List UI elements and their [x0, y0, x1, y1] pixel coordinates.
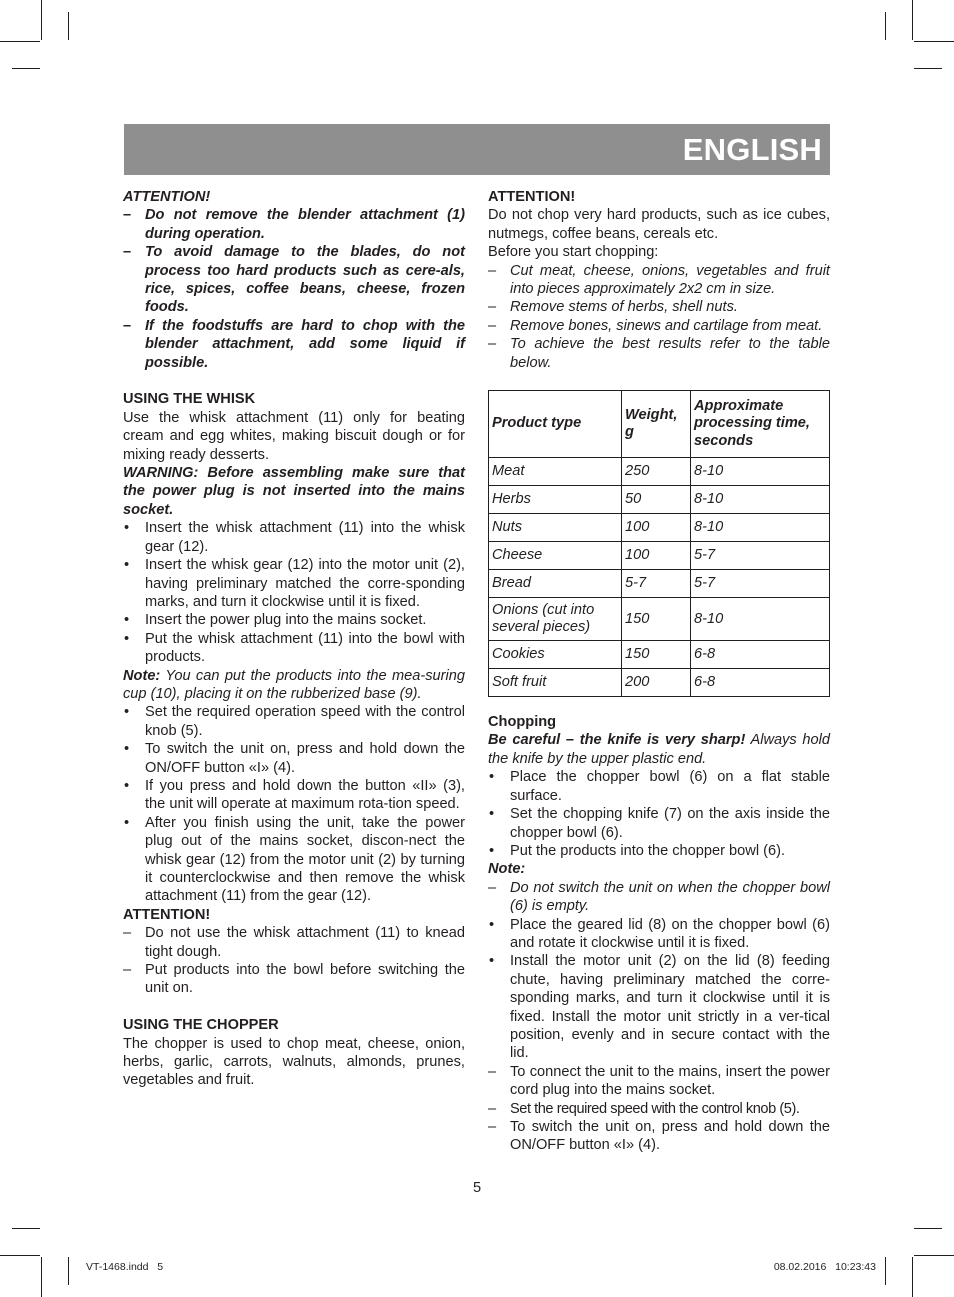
whisk-attention-list	[123, 924, 465, 998]
crop-mark	[912, 0, 913, 40]
table-cell: 8-10	[691, 486, 830, 514]
list-item: – To achieve the best results refer to the table below.	[488, 335, 830, 372]
table-cell: Soft fruit	[489, 669, 622, 697]
table-header: Approximate processing time, seconds	[691, 391, 830, 458]
crop-mark	[914, 41, 954, 42]
crop-mark	[41, 1257, 42, 1297]
list-item: – Put products into the bowl before switching the unit on.	[123, 961, 465, 998]
table-row	[489, 542, 830, 570]
table-row	[489, 598, 830, 641]
knife-warning	[488, 731, 830, 768]
table-cell: 150	[622, 641, 691, 669]
list-item: • Set the required operation speed with the control knob (5).	[123, 703, 465, 740]
list-item: • To switch the unit on, press and hold down the ON/OFF button «I» (4).	[123, 740, 465, 777]
chopper-intro: The chopper is used to chop meat, cheese, onion, herbs, garlic, carrots, walnuts, almonds, prunes, vegetables and fruit.	[123, 1035, 465, 1089]
note-label: Note:	[123, 667, 161, 684]
table-cell: Nuts	[489, 514, 622, 542]
whisk-note	[123, 667, 465, 704]
list-item: • After you finish using the unit, take the power plug out of the mains socket, discon-nect the whisk gear (12) from the motor unit (2) by turning it counterclockwise and then remove the whisk attachment (11) from the gear (12).	[123, 814, 465, 906]
table-cell: 8-10	[691, 514, 830, 542]
list-item: • Insert the whisk attachment (11) into the whisk gear (12).	[123, 519, 465, 556]
list-item: – If the foodstuffs are hard to chop with the blender attachment, add some liquid if possible.	[123, 317, 465, 372]
crop-mark	[914, 1228, 942, 1229]
list-item: • Put the whisk attachment (11) into the bowl with products.	[123, 630, 465, 667]
list-item: – To avoid damage to the blades, do not process too hard products such as cere-als, rice, spices, coffee beans, cheese, frozen foods.	[123, 243, 465, 317]
crop-mark	[12, 1228, 40, 1229]
table-cell: 250	[622, 458, 691, 486]
table-row	[489, 486, 830, 514]
list-item: – Cut meat, cheese, onions, vegetables and fruit into pieces approximately 2x2 cm in size.	[488, 262, 830, 299]
table-cell: Onions (cut into several pieces)	[489, 598, 622, 641]
crop-mark	[885, 12, 886, 40]
whisk-attention-heading: ATTENTION!	[123, 906, 211, 923]
whisk-warning: WARNING: Before assembling make sure that the power plug is not inserted into the mains socket.	[123, 465, 465, 518]
list-item: – Set the required speed with the control knob (5).	[488, 1100, 830, 1118]
table-row	[489, 641, 830, 669]
table-header-row	[489, 391, 830, 458]
left-column	[123, 188, 465, 1090]
crop-mark	[912, 1257, 913, 1297]
table-cell: 8-10	[691, 598, 830, 641]
before-chopping: Before you start chopping:	[488, 244, 659, 261]
list-item: • Set the chopping knife (7) on the axis inside the chopper bowl (6).	[488, 805, 830, 842]
list-item: – Remove bones, sinews and cartilage from meat.	[488, 317, 830, 335]
table-cell: 5-7	[691, 570, 830, 598]
whisk-intro: Use the whisk attachment (11) only for beating cream and egg whites, making biscuit dough or for mixing ready desserts.	[123, 409, 465, 463]
crop-mark	[914, 1255, 954, 1256]
table-cell: Meat	[489, 458, 622, 486]
table-cell: 150	[622, 598, 691, 641]
table-cell: Cookies	[489, 641, 622, 669]
table-cell: 100	[622, 514, 691, 542]
table-row	[489, 458, 830, 486]
section-heading-chopper: USING THE CHOPPER	[123, 1017, 279, 1034]
section-heading-chopping: Chopping	[488, 714, 557, 731]
chopping-note-label: Note:	[488, 861, 526, 878]
crop-mark	[0, 41, 40, 42]
crop-mark	[68, 12, 69, 40]
section-heading-whisk: USING THE WHISK	[123, 391, 256, 408]
list-item: • If you press and hold down the button «II» (3), the unit will operate at maximum rota-tion speed.	[123, 777, 465, 814]
table-row	[489, 570, 830, 598]
attention-heading: ATTENTION!	[123, 189, 211, 205]
processing-table	[488, 390, 830, 697]
knife-warning-bold: Be careful – the knife is very sharp!	[488, 732, 746, 749]
whisk-steps-2	[123, 703, 465, 905]
list-item: • Install the motor unit (2) on the lid (8) feeding chute, having preliminary matched the corre-sponding marks, and turn it clockwise until it is fixed. Install the motor unit strictly in a ver-tical position, evenly and in secure contact with the lid.	[488, 952, 830, 1062]
list-item: – Do not use the whisk attachment (11) to knead tight dough.	[123, 924, 465, 961]
table-cell: 50	[622, 486, 691, 514]
crop-mark	[68, 1257, 69, 1285]
knife-warning-text: Always hold the knife by the upper plastic end.	[488, 732, 830, 767]
crop-mark	[0, 1255, 40, 1256]
list-item: – To switch the unit on, press and hold down the ON/OFF button «I» (4).	[488, 1118, 830, 1155]
chopping-note-list	[488, 879, 830, 916]
preparation-list	[488, 262, 830, 372]
table-cell: Cheese	[489, 542, 622, 570]
table-cell: 8-10	[691, 458, 830, 486]
table-cell: Bread	[489, 570, 622, 598]
list-item: – Remove stems of herbs, shell nuts.	[488, 298, 830, 316]
list-item: – To connect the unit to the mains, insert the power cord plug into the mains socket.	[488, 1063, 830, 1100]
list-item: • Place the chopper bowl (6) on a flat stable surface.	[488, 768, 830, 805]
chopping-steps	[488, 768, 830, 860]
table-header: Weight, g	[622, 391, 691, 458]
table-cell: 6-8	[691, 641, 830, 669]
table-cell: Herbs	[489, 486, 622, 514]
whisk-steps	[123, 519, 465, 666]
table-cell: 5-7	[622, 570, 691, 598]
attention-text: Do not chop very hard products, such as ice cubes, nutmegs, coffee beans, cereals etc.	[488, 207, 830, 242]
table-cell: 100	[622, 542, 691, 570]
table-cell: 200	[622, 669, 691, 697]
list-item: • Insert the power plug into the mains socket.	[123, 611, 465, 629]
crop-mark	[885, 1257, 886, 1285]
table-header: Product type	[489, 391, 622, 458]
attention-list	[123, 206, 465, 372]
chopping-steps-2	[488, 916, 830, 1063]
chopping-steps-3	[488, 1063, 830, 1155]
date-slug: 08.02.2016 10:23:43	[773, 1261, 876, 1273]
attention-heading: ATTENTION!	[488, 189, 576, 205]
list-item: – Do not switch the unit on when the chopper bowl (6) is empty.	[488, 879, 830, 916]
crop-mark	[12, 68, 40, 69]
table-cell: 5-7	[691, 542, 830, 570]
note-text: You can put the products into the mea-suring cup (10), placing it on the rubberized base (9).	[123, 667, 465, 702]
table-row	[489, 669, 830, 697]
file-slug: VT-1468.indd 5	[86, 1261, 164, 1273]
table-row	[489, 514, 830, 542]
header-title: ENGLISH	[682, 132, 822, 167]
list-item: • Insert the whisk gear (12) into the motor unit (2), having preliminary matched the corre-sponding marks, and turn it clockwise until it is fixed.	[123, 556, 465, 611]
crop-mark	[914, 68, 942, 69]
page-number: 5	[472, 1180, 482, 1196]
list-item: • Put the products into the chopper bowl (6).	[488, 842, 830, 860]
language-header	[124, 124, 830, 175]
right-column	[488, 188, 830, 1155]
list-item: – Do not remove the blender attachment (1) during operation.	[123, 206, 465, 243]
crop-mark	[41, 0, 42, 40]
list-item: • Place the geared lid (8) on the chopper bowl (6) and rotate it clockwise until it is fixed.	[488, 916, 830, 953]
table-cell: 6-8	[691, 669, 830, 697]
